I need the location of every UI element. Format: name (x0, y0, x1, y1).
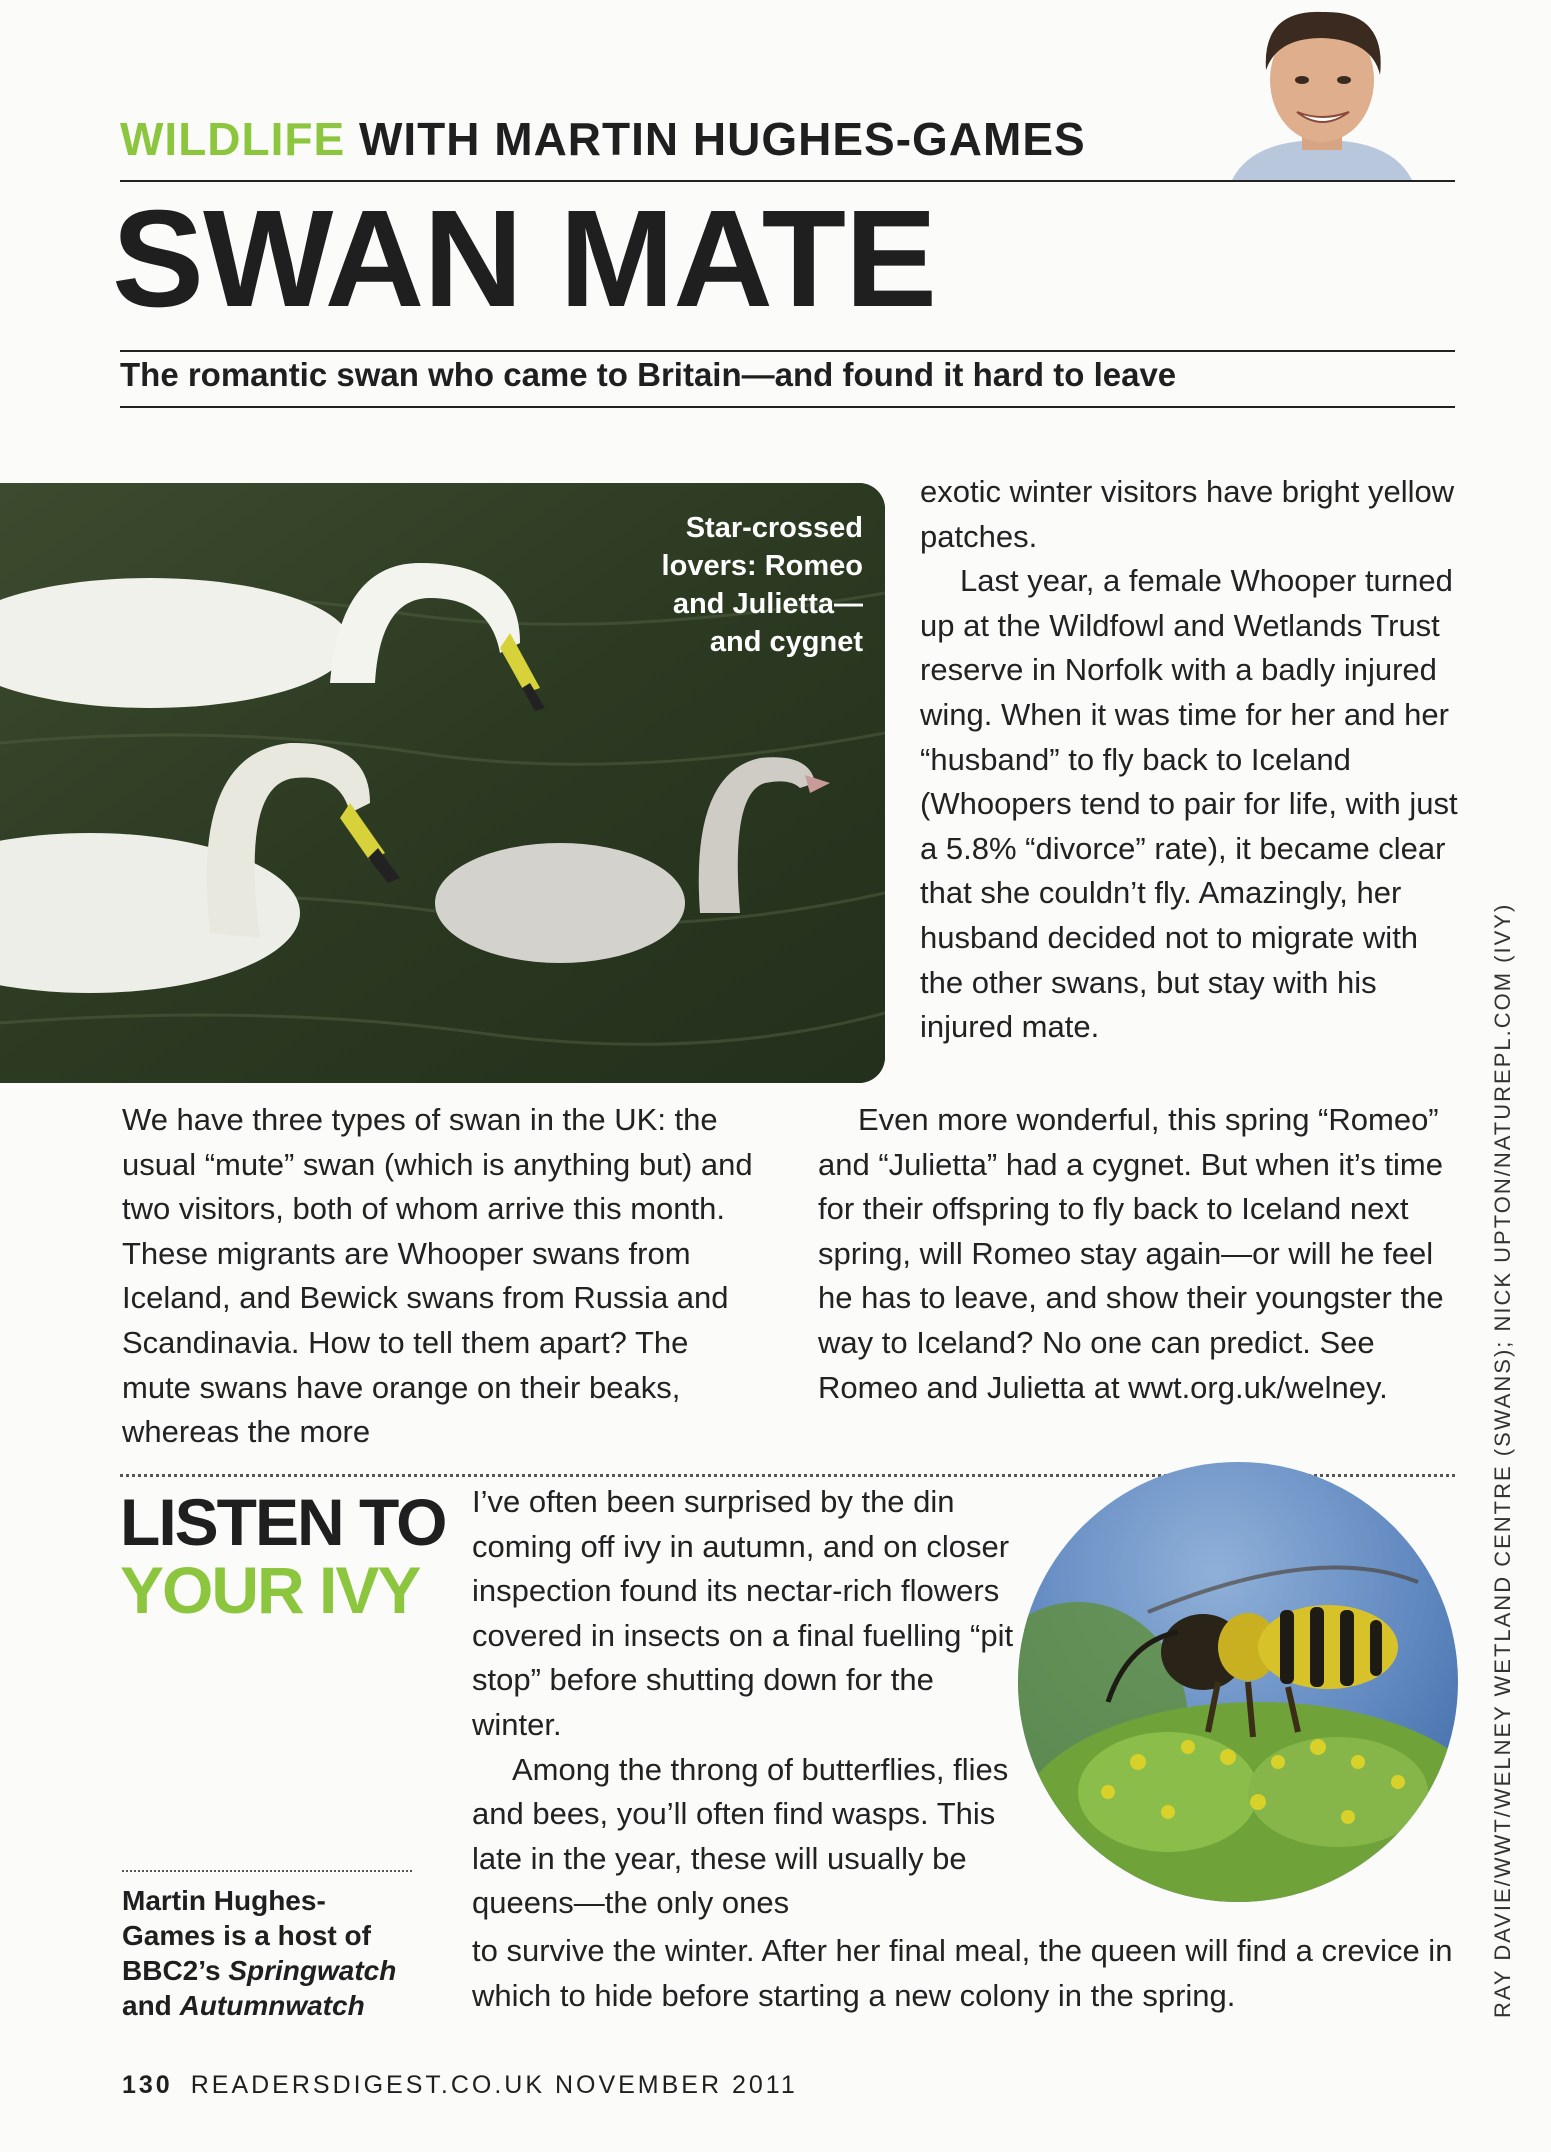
bio-and: and (122, 1990, 180, 2021)
kicker-wildlife: WILDLIFE (120, 113, 346, 165)
article-paragraph: We have three types of swan in the UK: the usual “mute” swan (which is anything but) and two visitors, both of whom arrive this month. These migrants are Whooper swans from Iceland, and Bewick swans from Russia and Scandinavia. How to tell them apart? The mute swans have orange on their beaks, whereas the more (122, 1102, 753, 1450)
article-column-left (122, 1098, 762, 1455)
photo-caption: Star-crossed lovers: Romeo and Julietta— and cygnet (661, 512, 863, 658)
header-rule-bottom (120, 406, 1455, 408)
ivy-text (472, 1480, 1032, 1926)
wasp-on-ivy-photo (1018, 1462, 1458, 1902)
author-bio (122, 1883, 412, 2023)
page-footer (122, 2071, 798, 2100)
article-column-right-bottom (818, 1098, 1458, 1410)
ivy-paragraph: Among the throng of butterflies, flies and bees, you’ll often find wasps. This late in the year, these will usually be queens—the only ones (472, 1751, 1009, 1921)
ivy-paragraph: I’ve often been surprised by the din coming off ivy in autumn, and on closer inspection found its nectar-rich flowers covered in insects on a final fuelling “pit stop” before shutting down for the winter. (472, 1484, 1014, 1742)
photo-credit: RAY DAVIE/WWT/WELNEY WETLAND CENTRE (SWANS); NICK UPTON/NATUREPL.COM (IVY) (1490, 902, 1515, 2018)
header-rule-middle (120, 350, 1455, 352)
ivy-section-heading (120, 1485, 446, 1627)
ivy-paragraph-continued: to survive the winter. After her final meal, the queen will find a crevice in which to hide before starting a new colony in the spring. (472, 1933, 1453, 2013)
article-paragraph: exotic winter visitors have bright yellow patches. (920, 474, 1455, 554)
author-portrait (1222, 0, 1422, 180)
publication-info: READERSDIGEST.CO.UK NOVEMBER 2011 (190, 2071, 798, 2099)
bio-divider (122, 1870, 412, 1872)
standfirst: The romantic swan who came to Britain—and found it hard to leave (120, 356, 1177, 393)
ivy-text-continued (472, 1929, 1472, 2018)
article-column-right-top (920, 470, 1460, 1050)
kicker-author: WITH MARTIN HUGHES-GAMES (345, 113, 1086, 165)
headline: SWAN MATE (112, 182, 937, 336)
page-number: 130 (122, 2071, 173, 2099)
bio-text: Martin Hughes-Games is a host of BBC2’s (122, 1885, 371, 1986)
ivy-heading-line1: LISTEN TO (120, 1485, 446, 1559)
bio-show-autumnwatch: Autumnwatch (179, 1990, 365, 2021)
bio-show-springwatch: Springwatch (228, 1955, 397, 1986)
article-paragraph: Last year, a female Whooper turned up at the Wildfowl and Wetlands Trust reserve in Norfolk with a badly injured wing. When it was time for her and her “husband” to fly back to Iceland (Whoopers tend to pair for life, with just a 5.8% “divorce” rate), it became clear that she couldn’t fly. Amazingly, her husband decided not to migrate with the other swans, but stay with his injured mate. (920, 563, 1458, 1045)
article-paragraph: Even more wonderful, this spring “Romeo” and “Julietta” had a cygnet. But when it’s time for their offspring to fly back to Iceland next spring, will Romeo stay again—or will he feel he has to leave, and show their youngster the way to Iceland? No one can predict. See Romeo and Julietta at wwt.org.uk/welney. (818, 1102, 1444, 1405)
section-kicker (120, 112, 1086, 166)
swan-photo (0, 483, 885, 1083)
ivy-heading-line2: YOUR IVY (120, 1553, 420, 1627)
